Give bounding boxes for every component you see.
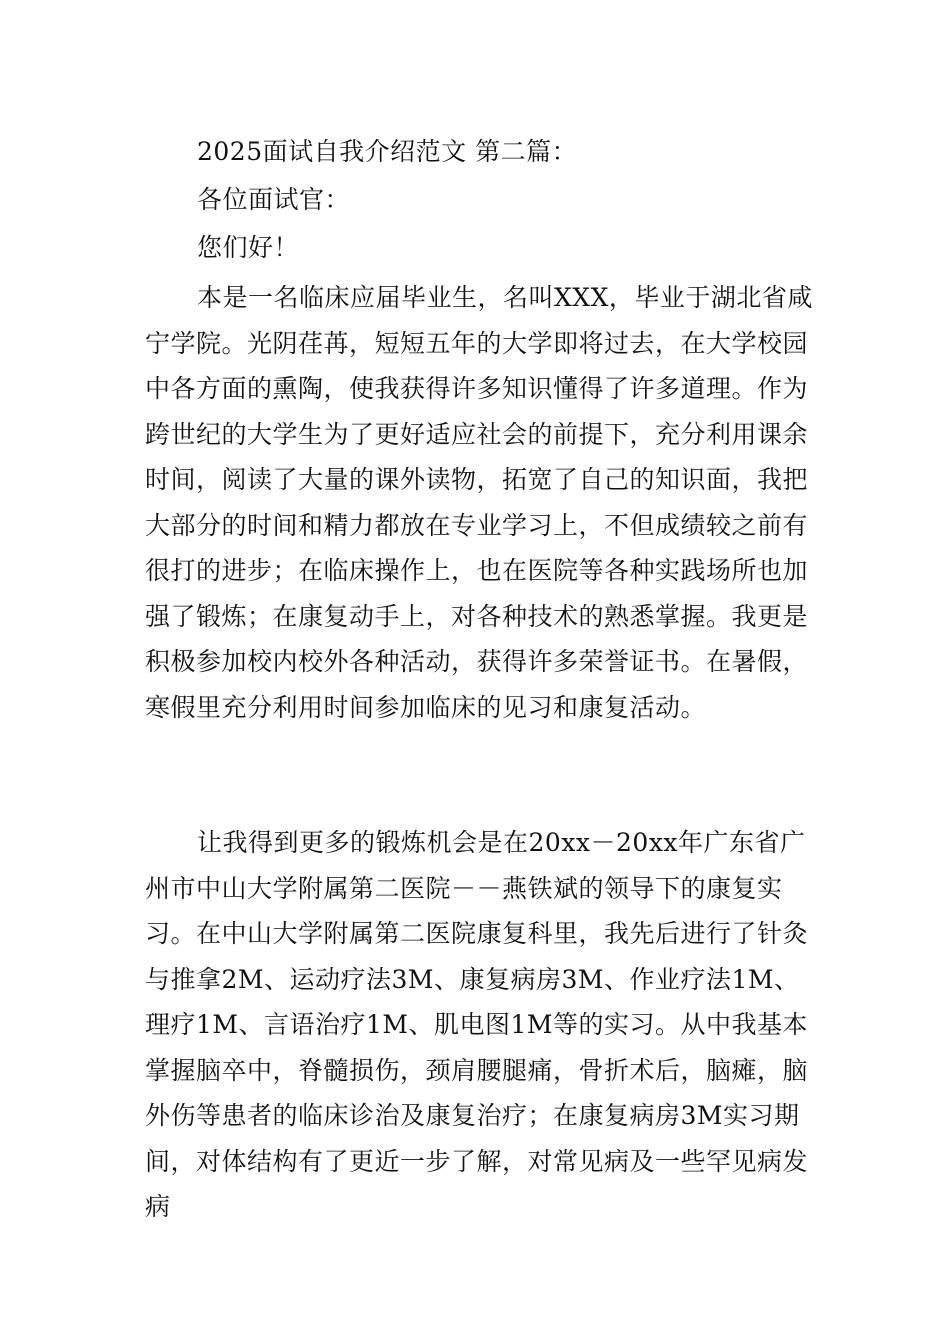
body-paragraph: 让我得到更多的锻炼机会是在20xx－20xx年广东省广州市中山大学附属第二医院－－燕铁斌的领导下的康复实习。在中山大学附属第二医院康复科里，我先后进行了针灸与推拿2M、运动疗法3M、康复病房3M、作业疗法1M、理疗1M、言语治疗1M、肌电图1M等的实习。从中我基本掌握脑卒中，脊髓损伤，颈肩腰腿痛，骨折术后，脑瘫，脑外伤等患者的临床诊治及康复治疗；在康复病房3M实习期间，对体结构有了更近一步了解，对常见病及一些罕见病发病 [145,828,809,1221]
greeting-line: 各位面试官： [197,185,351,214]
salutation-line: 您们好！ [197,233,300,262]
body-paragraph: 本是一名临床应届毕业生，名叫XXX，毕业于湖北省咸宁学院。光阴荏苒，短短五年的大学即将过去，在大学校园中各方面的熏陶，使我获得许多知识懂得了许多道理。作为跨世纪的大学生为了更好适应社会的前提下，充分利用课余时间，阅读了大量的课外读物，拓宽了自己的知识面，我把大部分的时间和精力都放在专业学习上，不但成绩较之前有很打的进步；在临床操作上，也在医院等各种实践场所也加强了锻炼；在康复动手上，对各种技术的熟悉掌握。我更是积极参加校内校外各种活动，获得许多荣誉证书。在暑假，寒假里充分利用时间参加临床的见习和康复活动。 [145,283,813,722]
document-title-line: 2025面试自我介绍范文 第二篇： [197,137,578,166]
